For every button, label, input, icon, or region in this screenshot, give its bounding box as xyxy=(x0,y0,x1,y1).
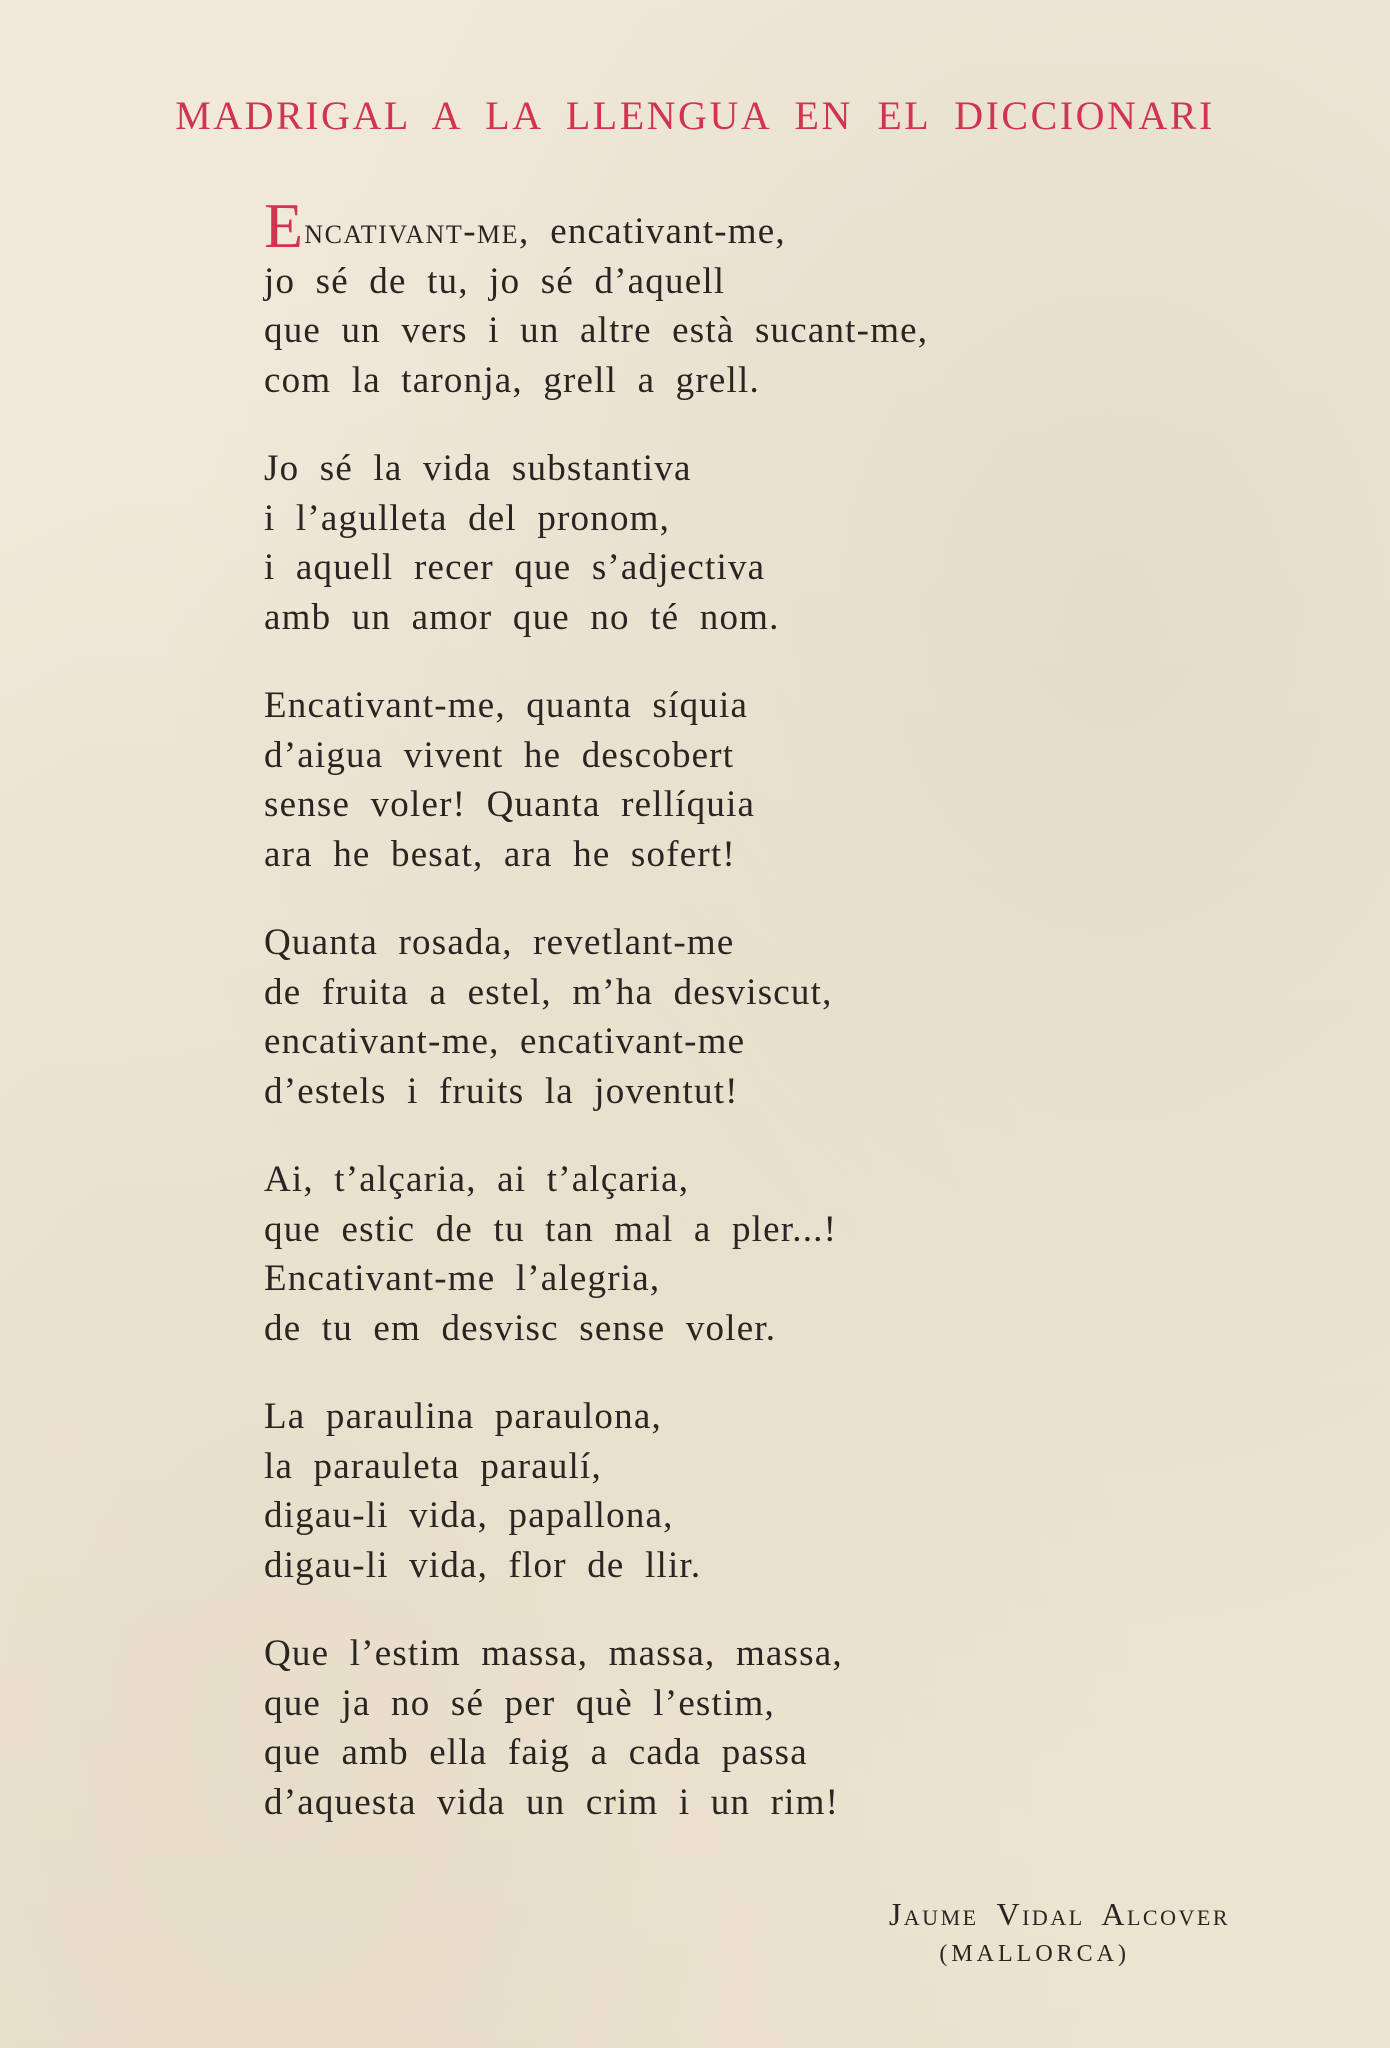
poem-line: d’aquesta vida un crim i un rim! xyxy=(264,1781,840,1823)
poem-line: sense voler! Quanta rellíquia xyxy=(264,784,756,825)
poem-line: que estic de tu tan mal a pler...! xyxy=(264,1208,838,1250)
poem-line: Encativant-me l’alegria, xyxy=(264,1258,661,1299)
poem-line: d’aigua vivent he descobert xyxy=(264,734,735,776)
poem-line: la parauleta paraulí, xyxy=(264,1445,602,1487)
signature xyxy=(889,1896,1230,1968)
poem-line: Jo sé la vida substantiva xyxy=(264,448,692,489)
poem-line: que un vers i un altre està sucant-me, xyxy=(264,310,929,351)
stanza-4 xyxy=(264,918,1164,1116)
stanza-5 xyxy=(264,1155,1164,1353)
poem-line: amb un amor que no té nom. xyxy=(264,596,780,638)
stanza-7 xyxy=(264,1629,1164,1827)
poem-line: de tu em desvisc sense voler. xyxy=(264,1307,777,1349)
poem-line: Encativant-me, quanta síquia xyxy=(264,685,749,726)
poem-line: digau-li vida, papallona, xyxy=(264,1495,674,1536)
poem-line: i l’agulleta del pronom, xyxy=(264,497,671,539)
author-name: Jaume Vidal Alcover xyxy=(888,1896,1230,1932)
poem-line: que amb ella faig a cada passa xyxy=(264,1732,808,1773)
poem-line: de fruita a estel, m’ha desviscut, xyxy=(264,971,833,1013)
stanza-6 xyxy=(264,1392,1164,1590)
poem-body xyxy=(264,190,1164,1866)
poem-title: MADRIGAL A LA LLENGUA EN EL DICCIONARI xyxy=(175,93,1215,138)
stanza-1 xyxy=(264,190,1164,405)
poem-line: Que l’estim massa, massa, massa, xyxy=(264,1633,843,1674)
poem-line: d’estels i fruits la joventut! xyxy=(264,1070,739,1112)
first-word-smallcaps: ncativant-me, xyxy=(304,211,530,252)
poem-line-first xyxy=(264,190,1164,261)
poem-line: que ja no sé per què l’estim, xyxy=(264,1682,775,1724)
poem-line: i aquell recer que s’adjectiva xyxy=(264,547,766,588)
first-line-rest: encativant-me, xyxy=(529,211,786,252)
poem-line: jo sé de tu, jo sé d’aquell xyxy=(264,260,726,302)
poem-line: Ai, t’alçaria, ai t’alçaria, xyxy=(264,1159,690,1200)
stanza-3 xyxy=(264,681,1164,879)
poem-line: digau-li vida, flor de llir. xyxy=(264,1544,702,1586)
poem-line: La paraulina paraulona, xyxy=(264,1396,662,1437)
dropcap: E xyxy=(264,190,305,261)
poem-line: Quanta rosada, revetlant-me xyxy=(264,922,735,963)
poem-line: com la taronja, grell a grell. xyxy=(264,359,760,401)
poem-line: ara he besat, ara he sofert! xyxy=(264,833,736,875)
stanza-2 xyxy=(264,444,1164,642)
poem-line: encativant-me, encativant-me xyxy=(264,1021,746,1062)
author-region: (MALLORCA) xyxy=(939,1941,1130,1967)
